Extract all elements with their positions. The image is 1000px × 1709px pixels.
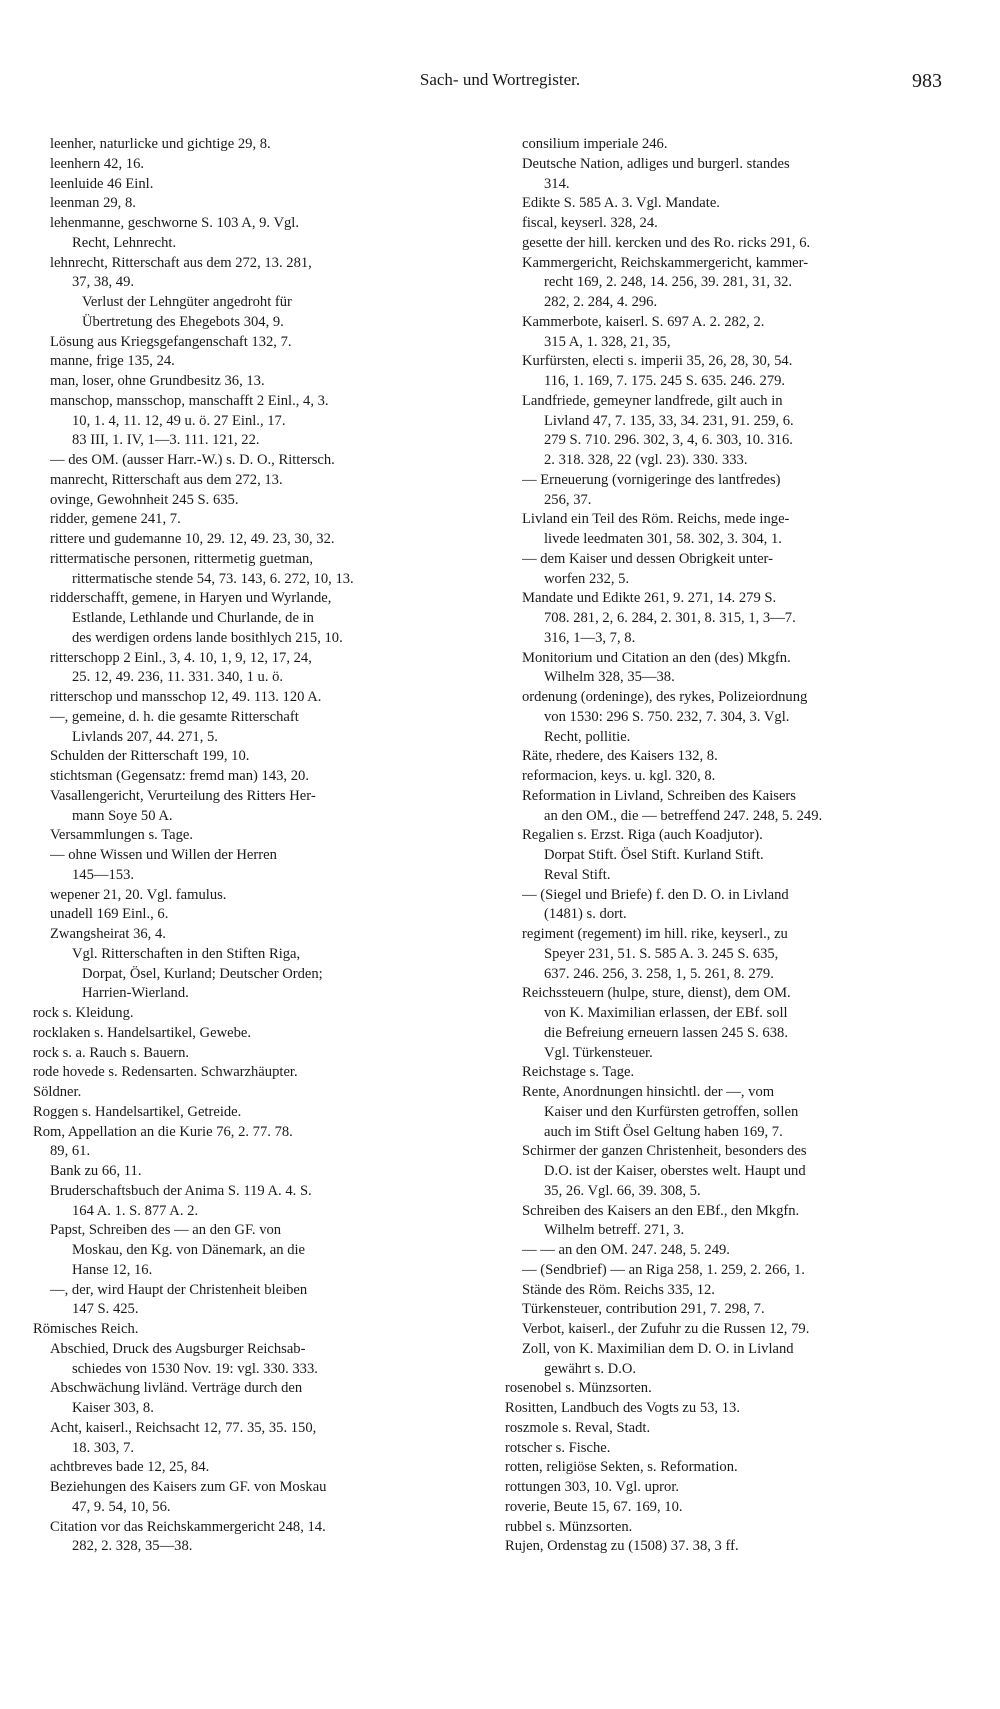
right-column xyxy=(505,135,954,1557)
index-entry-line: leenluide 46 Einl. xyxy=(50,175,154,192)
index-entry-line: 47, 9. 54, 10, 56. xyxy=(72,1498,171,1515)
index-entry-line: ridderschafft, gemene, in Haryen und Wyrlande, xyxy=(50,590,332,607)
index-entry-line: 256, 37. xyxy=(544,491,592,508)
index-entry-line: Edikte S. 585 A. 3. Vgl. Mandate. xyxy=(522,195,720,212)
index-entry-line: manrecht, Ritterschaft aus dem 272, 13. xyxy=(50,471,283,488)
index-entry-line: — dem Kaiser und dessen Obrigkeit unter- xyxy=(522,550,773,567)
index-entry-line: Hanse 12, 16. xyxy=(72,1261,153,1278)
index-entry-line: lehnrecht, Ritterschaft aus dem 272, 13. 281, xyxy=(50,254,312,271)
index-entry-line: achtbreves bade 12, 25, 84. xyxy=(50,1459,210,1476)
index-entry-line: Lösung aus Kriegsgefangenschaft 132, 7. xyxy=(50,333,292,350)
index-entry-line: man, loser, ohne Grundbesitz 36, 13. xyxy=(50,373,265,389)
index-entry-line: ordenung (ordeninge), des rykes, Polizeiordnung xyxy=(522,689,808,705)
index-entry-line: stichtsman (Gegensatz: fremd man) 143, 20. xyxy=(50,768,309,784)
index-entry-line: rittere und gudemanne 10, 29. 12, 49. 23, 30, 32. xyxy=(50,531,335,547)
index-entry-line: Kammerbote, kaiserl. S. 697 A. 2. 282, 2. xyxy=(522,313,765,330)
index-entry-line: Reichstage s. Tage. xyxy=(522,1064,635,1081)
index-entry-line: Schulden der Ritterschaft 199, 10. xyxy=(50,748,250,765)
index-entry-line: Türkensteuer, contribution 291, 7. 298, 7. xyxy=(522,1301,765,1318)
index-entry-line: Kaiser und den Kurfürsten getroffen, sollen xyxy=(544,1103,799,1120)
index-entry-line: 37, 38, 49. xyxy=(72,274,135,291)
page-number: 983 xyxy=(912,70,942,92)
index-entry-line: 116, 1. 169, 7. 175. 245 S. 635. 246. 279. xyxy=(544,373,786,389)
index-entry-line: rock s. a. Rauch s. Bauern. xyxy=(33,1044,190,1061)
index-entry-line: Kurfürsten, electi s. imperii 35, 26, 28, 30, 54. xyxy=(522,353,793,370)
index-entry-line: Livland ein Teil des Röm. Reichs, mede inge- xyxy=(522,511,790,528)
index-entry-line: ritterschopp 2 Einl., 3, 4. 10, 1, 9, 12, 17, 24, xyxy=(50,649,312,666)
index-entry-line: 282, 2. 284, 4. 296. xyxy=(544,294,658,310)
index-entry-line: rittermatische stende 54, 73. 143, 6. 272, 10, 13. xyxy=(72,570,354,587)
index-entry-line: — (Siegel und Briefe) f. den D. O. in Livland xyxy=(522,886,789,903)
index-entry-line: Dorpat Stift. Ösel Stift. Kurland Stift. xyxy=(544,847,764,863)
index-entry-line: Recht, pollitie. xyxy=(544,728,631,745)
index-entry-line: Moskau, den Kg. von Dänemark, an die xyxy=(72,1242,306,1258)
index-entry-line: 282, 2. 328, 35—38. xyxy=(72,1538,193,1555)
index-entry-line: Söldner. xyxy=(33,1084,82,1100)
index-entry-line: rock s. Kleidung. xyxy=(33,1005,134,1021)
index-entry-line: ritterschop und mansschop 12, 49. 113. 120 A. xyxy=(50,689,322,705)
index-entry-line: Landfriede, gemeyner landfrede, gilt auch in xyxy=(522,392,783,409)
index-entry-line: Citation vor das Reichskammergericht 248, 14. xyxy=(50,1518,326,1535)
index-entry-line: Römisches Reich. xyxy=(33,1321,139,1337)
index-entry-line: Wilhelm 328, 35—38. xyxy=(544,669,675,686)
index-entry-line: von 1530: 296 S. 750. 232, 7. 304, 3. Vgl. xyxy=(544,708,790,725)
index-entry-line: Bruderschaftsbuch der Anima S. 119 A. 4. S. xyxy=(50,1182,312,1199)
index-entry-line: ovinge, Gewohnheit 245 S. 635. xyxy=(50,491,239,508)
index-entry-line: Dorpat, Ösel, Kurland; Deutscher Orden; xyxy=(82,965,323,982)
index-entry-line: rubbel s. Münzsorten. xyxy=(505,1518,633,1535)
index-entry-line: Regalien s. Erzst. Riga (auch Koadjutor). xyxy=(522,827,763,844)
index-entry-line: reformacion, keys. u. kgl. 320, 8. xyxy=(522,768,716,784)
index-entry-line: Mandate und Edikte 261, 9. 271, 14. 279 S. xyxy=(522,590,777,607)
index-entry-line: an den OM., die — betreffend 247. 248, 5. 249. xyxy=(544,807,823,824)
index-entry-line: Speyer 231, 51. S. 585 A. 3. 245 S. 635, xyxy=(544,945,779,962)
index-entry-line: 10, 1. 4, 11. 12, 49 u. ö. 27 Einl., 17. xyxy=(72,412,286,429)
index-entry-line: rocklaken s. Handelsartikel, Gewebe. xyxy=(33,1024,252,1041)
index-entry-line: rittermatische personen, rittermetig guetman, xyxy=(50,550,314,567)
index-entry-line: 279 S. 710. 296. 302, 3, 4, 6. 303, 10. 316. xyxy=(544,432,793,449)
index-entry-line: Livland 47, 7. 135, 33, 34. 231, 91. 259, 6. xyxy=(544,412,794,429)
index-entry-line: unadell 169 Einl., 6. xyxy=(50,906,169,923)
index-entry-line: Acht, kaiserl., Reichsacht 12, 77. 35, 35. 150, xyxy=(50,1419,317,1436)
index-entry-line: Rositten, Landbuch des Vogts zu 53, 13. xyxy=(505,1400,740,1416)
index-entry-line: 145—153. xyxy=(72,866,135,883)
index-entry-line: 147 S. 425. xyxy=(72,1301,139,1318)
index-entry-line: gewährt s. D.O. xyxy=(544,1360,637,1377)
index-entry-line: D.O. ist der Kaiser, oberstes welt. Haupt und xyxy=(544,1163,806,1179)
index-entry-line: worfen 232, 5. xyxy=(544,570,630,587)
index-entry-line: rode hovede s. Redensarten. Schwarzhäupter. xyxy=(33,1064,298,1081)
index-entry-line: 35, 26. Vgl. 66, 39. 308, 5. xyxy=(544,1182,701,1199)
index-entry-line: 25. 12, 49. 236, 11. 331. 340, 1 u. ö. xyxy=(72,669,284,686)
index-entry-line: Kammergericht, Reichskammergericht, kammer- xyxy=(522,254,809,271)
index-entry-line: Kaiser 303, 8. xyxy=(72,1400,154,1416)
index-entry-line: —, der, wird Haupt der Christenheit bleiben xyxy=(50,1281,308,1298)
index-entry-line: manschop, mansschop, manschafft 2 Einl., 4, 3. xyxy=(50,392,329,409)
index-entry-line: von K. Maximilian erlassen, der EBf. soll xyxy=(544,1005,788,1021)
index-entry-line: die Befreiung erneuern lassen 245 S. 638. xyxy=(544,1024,788,1041)
index-entry-line: manne, frige 135, 24. xyxy=(50,353,175,370)
index-entry-line: Deutsche Nation, adliges und burgerl. standes xyxy=(522,155,790,172)
index-entry-line: 316, 1—3, 7, 8. xyxy=(544,629,636,646)
index-entry-line: — Erneuerung (vornigeringe des lantfredes) xyxy=(522,471,781,488)
running-title: Sach- und Wortregister. xyxy=(419,70,581,89)
index-entry-line: mann Soye 50 A. xyxy=(72,807,173,824)
index-entry-line: Estlande, Lethlande und Churlande, de in xyxy=(72,610,314,626)
index-entry-line: Zoll, von K. Maximilian dem D. O. in Livland xyxy=(522,1340,794,1357)
index-entry-line: regiment (regement) im hill. rike, keyserl., zu xyxy=(522,926,788,942)
index-entry-line: fiscal, keyserl. 328, 24. xyxy=(522,215,658,231)
index-entry-line: 637. 246. 256, 3. 258, 1, 5. 261, 8. 279. xyxy=(544,965,774,982)
index-entry-line: 18. 303, 7. xyxy=(72,1439,135,1456)
index-entry-line: — — an den OM. 247. 248, 5. 249. xyxy=(522,1242,730,1258)
index-entry-line: Vasallengericht, Verurteilung des Ritters Her- xyxy=(50,787,316,804)
index-entry-line: Vgl. Türkensteuer. xyxy=(544,1044,653,1061)
index-entry-line: recht 169, 2. 248, 14. 256, 39. 281, 31, 32. xyxy=(544,274,793,291)
index-entry-line: Monitorium und Citation an den (des) Mkgfn. xyxy=(522,649,791,666)
index-entry-line: Abschwächung livländ. Verträge durch den xyxy=(50,1380,303,1397)
index-entry-line: gesette der hill. kercken und des Ro. ricks 291, 6. xyxy=(522,234,811,251)
index-entry-line: 164 A. 1. S. 877 A. 2. xyxy=(72,1202,199,1219)
index-entry-line: Räte, rhedere, des Kaisers 132, 8. xyxy=(522,748,718,765)
index-entry-line: Übertretung des Ehegebots 304, 9. xyxy=(82,313,284,330)
index-entry-line: rottungen 303, 10. Vgl. upror. xyxy=(505,1479,680,1495)
index-entry-line: Abschied, Druck des Augsburger Reichsab- xyxy=(50,1340,306,1357)
index-entry-line: 708. 281, 2, 6. 284, 2. 301, 8. 315, 1, 3—7. xyxy=(544,610,796,626)
index-entry-line: — ohne Wissen und Willen der Herren xyxy=(50,847,277,863)
index-entry-line: leenher, naturlicke und gichtige 29, 8. xyxy=(50,136,271,152)
index-entry-line: Verlust der Lehngüter angedroht für xyxy=(82,294,292,310)
index-entry-line: rotscher s. Fische. xyxy=(505,1439,611,1456)
index-entry-line: Schreiben des Kaisers an den EBf., den Mkgfn. xyxy=(522,1202,800,1219)
left-column xyxy=(33,135,473,1557)
index-entry-line: leenhern 42, 16. xyxy=(50,155,145,172)
index-entry-line: 83 III, 1. IV, 1—3. 111. 121, 22. xyxy=(72,432,260,449)
index-entry-line: Reformation in Livland, Schreiben des Kaisers xyxy=(522,787,796,804)
index-entry-line: roverie, Beute 15, 67. 169, 10. xyxy=(505,1498,683,1515)
index-entry-line: — (Sendbrief) — an Riga 258, 1. 259, 2. 266, 1. xyxy=(522,1261,805,1278)
index-entry-line: Verbot, kaiserl., der Zufuhr zu die Russen 12, 79. xyxy=(522,1321,810,1337)
index-entry-line: auch im Stift Ösel Geltung haben 169, 7. xyxy=(544,1123,783,1140)
index-entry-line: Zwangsheirat 36, 4. xyxy=(50,926,166,942)
index-entry-line: Beziehungen des Kaisers zum GF. von Moskau xyxy=(50,1479,327,1495)
page-header xyxy=(0,70,1000,100)
index-entry-line: leenman 29, 8. xyxy=(50,195,136,212)
index-entry-line: Livlands 207, 44. 271, 5. xyxy=(72,728,218,745)
index-entry-line: Papst, Schreiben des — an den GF. von xyxy=(50,1222,282,1239)
index-entry-line: rosenobel s. Münzsorten. xyxy=(505,1380,652,1397)
index-entry-line: Reval Stift. xyxy=(544,866,611,883)
index-entry-line: livede leedmaten 301, 58. 302, 3. 304, 1. xyxy=(544,531,782,547)
index-entry-line: —, gemeine, d. h. die gesamte Ritterschaft xyxy=(50,708,299,725)
index-entry-line: rotten, religiöse Sekten, s. Reformation. xyxy=(505,1459,738,1476)
index-entry-line: Recht, Lehnrecht. xyxy=(72,234,177,251)
index-entry-line: Stände des Röm. Reichs 335, 12. xyxy=(522,1281,715,1298)
index-entry-line: 2. 318. 328, 22 (vgl. 23). 330. 333. xyxy=(544,452,748,468)
index-entry-line: schiedes von 1530 Nov. 19: vgl. 330. 333. xyxy=(72,1360,318,1377)
index-entry-line: Wilhelm betreff. 271, 3. xyxy=(544,1222,685,1239)
index-entry-line: Bank zu 66, 11. xyxy=(50,1163,142,1179)
index-entry-line: Harrien-Wierland. xyxy=(82,985,189,1002)
index-entry-line: 314. xyxy=(544,175,570,192)
index-entry-line: 315 A, 1. 328, 21, 35, xyxy=(544,333,671,350)
index-entry-line: consilium imperiale 246. xyxy=(522,136,668,152)
index-entry-line: ridder, gemene 241, 7. xyxy=(50,511,181,528)
index-entry-line: Rujen, Ordenstag zu (1508) 37. 38, 3 ff. xyxy=(505,1538,739,1555)
index-entry-line: des werdigen ordens lande bosithlych 215, 10. xyxy=(72,629,343,646)
index-entry-line: wepener 21, 20. Vgl. famulus. xyxy=(50,886,227,903)
index-entry-line: Vgl. Ritterschaften in den Stiften Riga, xyxy=(72,945,301,962)
index-entry-line: Roggen s. Handelsartikel, Getreide. xyxy=(33,1103,242,1120)
index-entry-line: lehenmanne, geschworne S. 103 A, 9. Vgl. xyxy=(50,215,299,231)
index-entry-line: 89, 61. xyxy=(50,1143,91,1160)
index-entry-line: (1481) s. dort. xyxy=(544,906,627,923)
index-entry-line: Rente, Anordnungen hinsichtl. der —, vom xyxy=(522,1084,775,1100)
index-entry-line: Rom, Appellation an die Kurie 76, 2. 77. 78. xyxy=(33,1123,293,1140)
index-entry-line: — des OM. (ausser Harr.-W.) s. D. O., Rittersch. xyxy=(50,452,335,468)
index-entry-line: Reichssteuern (hulpe, sture, dienst), dem OM. xyxy=(522,985,791,1002)
index-entry-line: Schirmer der ganzen Christenheit, besonders des xyxy=(522,1143,807,1160)
index-entry-line: Versammlungen s. Tage. xyxy=(50,827,193,844)
index-entry-line: roszmole s. Reval, Stadt. xyxy=(505,1419,651,1436)
